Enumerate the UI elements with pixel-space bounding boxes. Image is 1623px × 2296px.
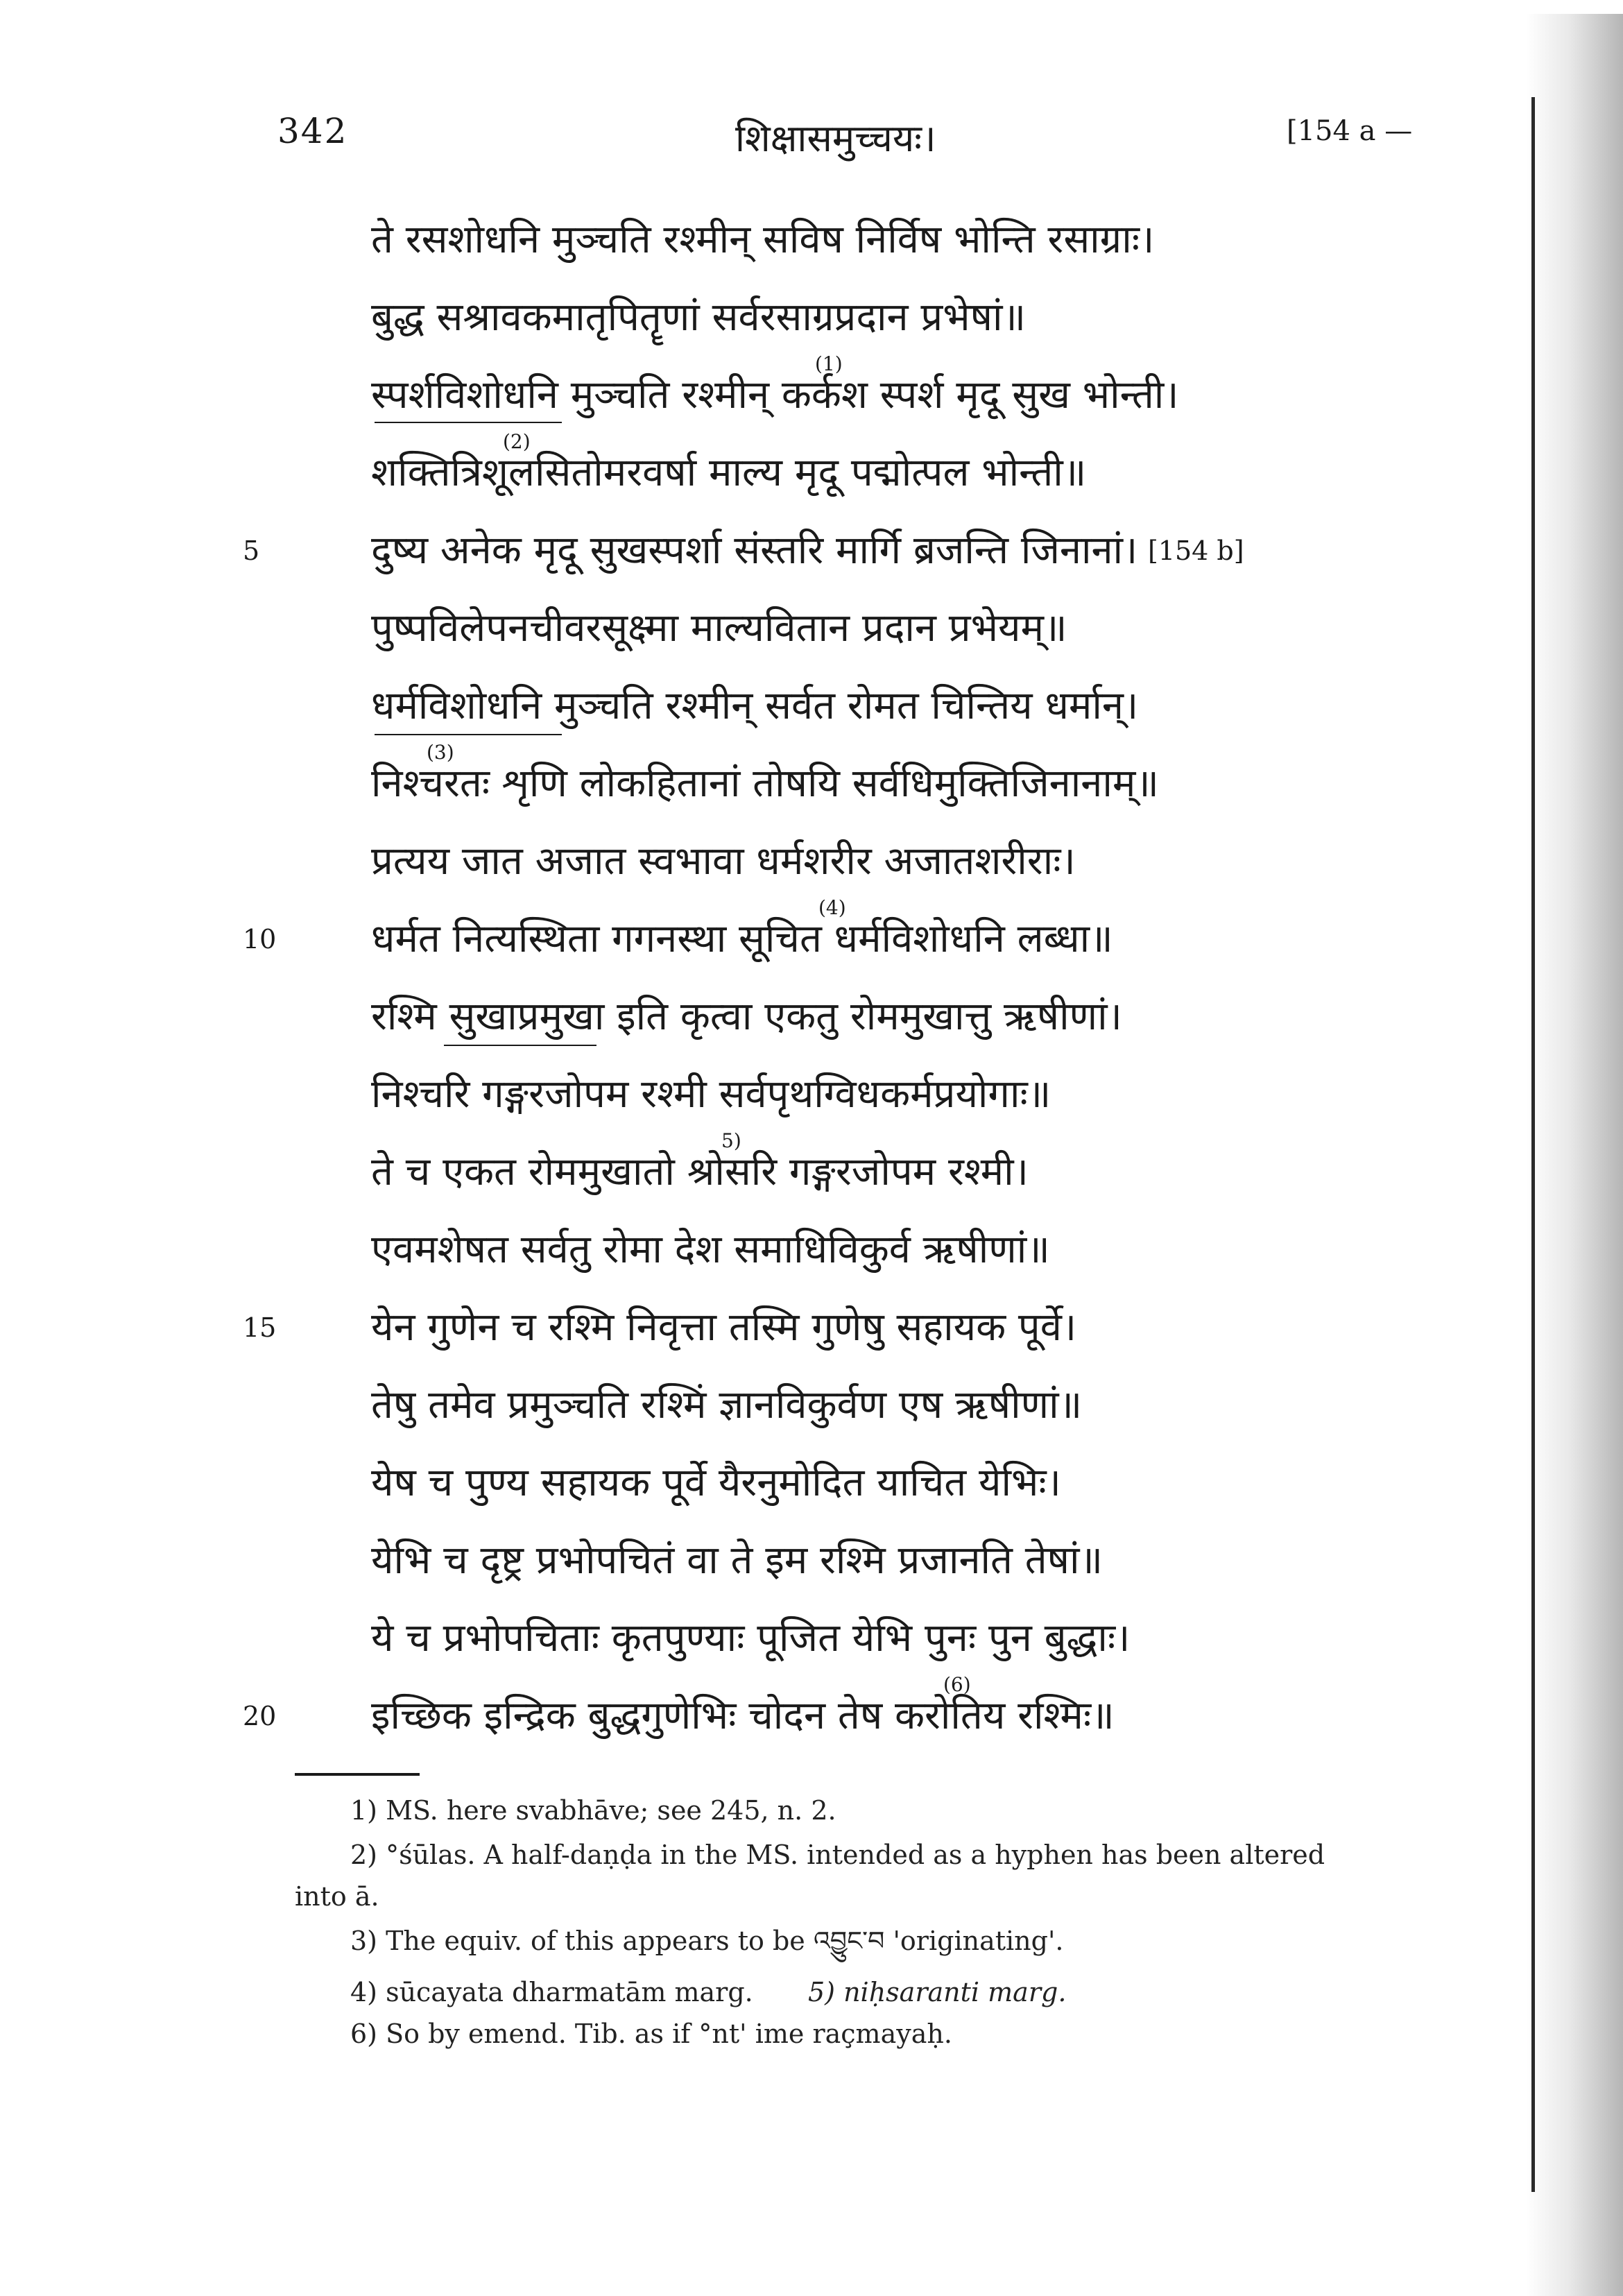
page-number: 342	[277, 111, 348, 151]
footnote-mark: (1)	[815, 352, 843, 375]
footnote-mark: (4)	[818, 896, 846, 919]
verse-line: रश्मि सुखाप्रमुखा इति कृत्वा एकतु रोममुखात्तु ऋषीणां।	[371, 994, 1122, 1039]
folio-reference: [154 a —	[1287, 115, 1413, 147]
scan-edge-shadow	[1526, 14, 1623, 2296]
footnote-mark: (2)	[503, 430, 531, 453]
footnote-mark: (6)	[943, 1673, 971, 1696]
verse-line: प्रत्यय जात अजात स्वभावा धर्मशरीर अजातशरीराः।	[371, 839, 1076, 884]
verse-line: बुद्ध सश्रावकमातृपितॄणां सर्वरसाग्रप्रदान प्रभेषां॥	[371, 295, 1027, 340]
folio-side-reference: [154 b]	[1148, 536, 1244, 566]
verse-line: इच्छिक इन्द्रिक बुद्धगुणेभिः चोदन तेष करोतिय रश्मिः॥	[371, 1693, 1115, 1738]
verse-line: एवमशेषत सर्वतु रोमा देश समाधिविकुर्व ऋषीणां॥	[371, 1227, 1050, 1272]
verse-line: दुष्य अनेक मृदू सुखस्पर्शा संस्तरि मार्गि ब्रजन्ति जिनानां।	[371, 528, 1138, 573]
footnote-2-continued: into ā.	[295, 1881, 379, 1912]
line-number: 20	[243, 1701, 277, 1731]
footnote-4: 4) sūcayata dharmatām marg.	[350, 1977, 753, 2007]
verse-line: धर्मविशोधनि मुञ्चति रश्मीन् सर्वत रोमत चिन्तिय धर्मान्।	[371, 683, 1139, 728]
section-underline	[375, 734, 562, 735]
page-header	[0, 111, 1623, 166]
verse-line: येष च पुण्य सहायक पूर्वे यैरनुमोदित याचित येभिः।	[371, 1460, 1061, 1505]
footnote-3: 3) The equiv. of this appears to be འབྱུང་བ 'originating'.	[350, 1926, 1064, 1956]
section-underline	[375, 422, 562, 423]
verse-line: शक्तित्रिशूलसितोमरवर्षा माल्य मृदू पद्मोत्पल भोन्ती॥	[371, 450, 1087, 495]
line-number: 10	[243, 924, 277, 954]
verse-line: ते रसशोधनि मुञ्चति रश्मीन् सविष निर्विष भोन्ति रसाग्राः।	[371, 217, 1155, 262]
scan-edge-line	[1531, 97, 1535, 2192]
running-title: शिक्षासमुच्चयः।	[735, 117, 936, 160]
verse-line: धर्मत नित्यस्थिता गगनस्था सूचित धर्मविशोधनि लब्धा॥	[371, 916, 1113, 961]
footnote-5: 5) niḥsaranti marg.	[808, 1977, 1067, 2007]
footnote-6: 6) So by emend. Tib. as if °nt' ime raçmayaḥ.	[350, 2019, 952, 2049]
verse-line: स्पर्शविशोधनि मुञ्चति रश्मीन् कर्कश स्पर्श मृदू सुख भोन्ती।	[371, 372, 1179, 418]
verse-line: येन गुणेन च रश्मि निवृत्ता तस्मि गुणेषु सहायक पूर्वे।	[371, 1305, 1077, 1350]
verse-line: येभि च दृष्ट्र प्रभोपचितं वा ते इम रश्मि प्रजानति तेषां॥	[371, 1538, 1104, 1583]
verse-line: पुष्पविलेपनचीवरसूक्ष्मा माल्यवितान प्रदान प्रभेयम्॥	[371, 606, 1067, 651]
verse-line: ये च प्रभोपचिताः कृतपुण्याः पूजित येभि पुनः पुन बुद्धाः।	[371, 1616, 1131, 1661]
line-number: 5	[243, 536, 260, 566]
footnote-2: 2) °śūlas. A half-daṇḍa in the MS. intended as a hyphen has been altered	[350, 1840, 1325, 1870]
section-underline	[444, 1045, 596, 1046]
line-number: 15	[243, 1312, 277, 1343]
verse-line: तेषु तमेव प्रमुञ्चति रश्मिं ज्ञानविकुर्वण एष ऋषीणां॥	[371, 1382, 1083, 1428]
verse-line: निश्चरि गङ्गरजोपम रश्मी सर्वपृथग्विधकर्मप्रयोगाः॥	[371, 1072, 1051, 1117]
verse-line: ते च एकत रोममुखातो श्रोसरि गङ्गरजोपम रश्मी।	[371, 1149, 1029, 1194]
verse-line: निश्चरतः शृणि लोकहितानां तोषयि सर्वधिमुक्तिजिनानाम्॥	[371, 761, 1159, 806]
footnote-mark: (3)	[427, 741, 454, 764]
footnote-separator	[295, 1773, 420, 1776]
footnote-mark: 5)	[721, 1129, 741, 1152]
footnote-1: 1) MS. here svabhāve; see 245, n. 2.	[350, 1795, 836, 1826]
